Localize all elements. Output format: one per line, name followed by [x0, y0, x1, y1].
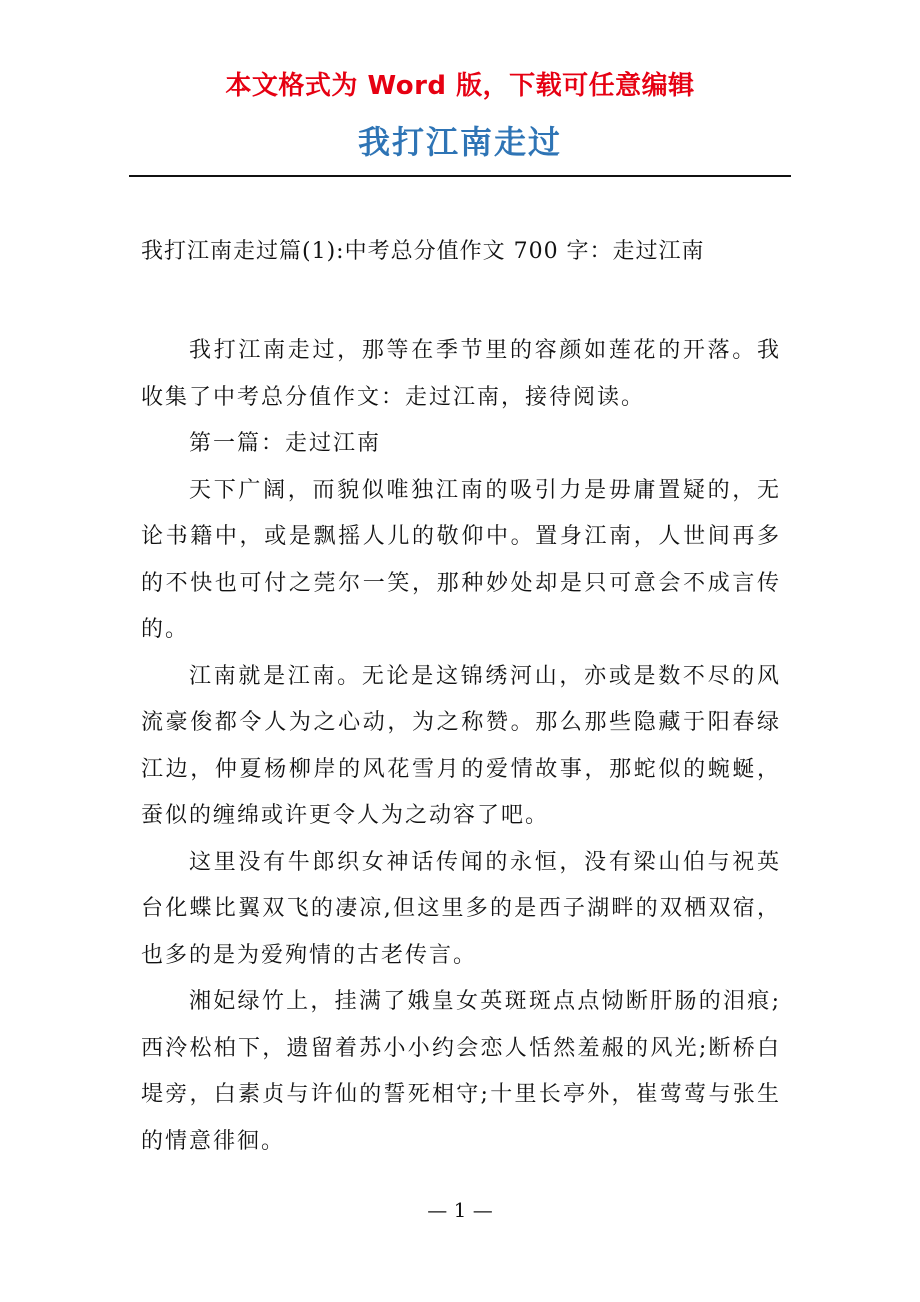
format-notice-banner: 本文格式为 Word 版，下载可任意编辑 [225, 71, 695, 101]
article-body [141, 328, 781, 1165]
paragraph: 天下广阔，而貌似唯独江南的吸引力是毋庸置疑的，无论书籍中，或是飘摇人儿的敬仰中。置身江南，人世间再多的不快也可付之莞尔一笑，那种妙处却是只可意会不成言传的。 [141, 477, 781, 642]
document-subtitle: 我打江南走过篇(1):中考总分值作文 700 字：走过江南 [141, 239, 705, 264]
page-title: 我打江南走过 [357, 123, 562, 161]
section-heading: 第一篇：走过江南 [189, 431, 382, 456]
paragraph-intro: 我打江南走过，那等在季节里的容颜如莲花的开落。我收集了中考总分值作文：走过江南，接待阅读。 [141, 338, 781, 410]
paragraph: 这里没有牛郎织女神话传闻的永恒，没有梁山伯与祝英台化蝶比翼双飞的凄凉,但这里多的是西子湖畔的双栖双宿，也多的是为爱殉情的古老传言。 [141, 849, 781, 968]
paragraph: 湘妃绿竹上，挂满了娥皇女英斑斑点点恸断肝肠的泪痕;西泠松柏下，遗留着苏小小约会恋人恬然羞赧的风光;断桥白堤旁，白素贞与许仙的誓死相守;十里长亭外，崔莺莺与张生的情意徘徊。 [141, 989, 781, 1154]
title-divider [129, 175, 791, 177]
page-number: — 1 — [427, 1198, 493, 1222]
paragraph: 江南就是江南。无论是这锦绣河山，亦或是数不尽的风流豪俊都令人为之心动，为之称赞。那么那些隐藏于阳春绿江边，仲夏杨柳岸的风花雪月的爱情故事，那蛇似的蜿蜒，蚕似的缠绵或许更令人为之动容了吧。 [141, 663, 781, 828]
